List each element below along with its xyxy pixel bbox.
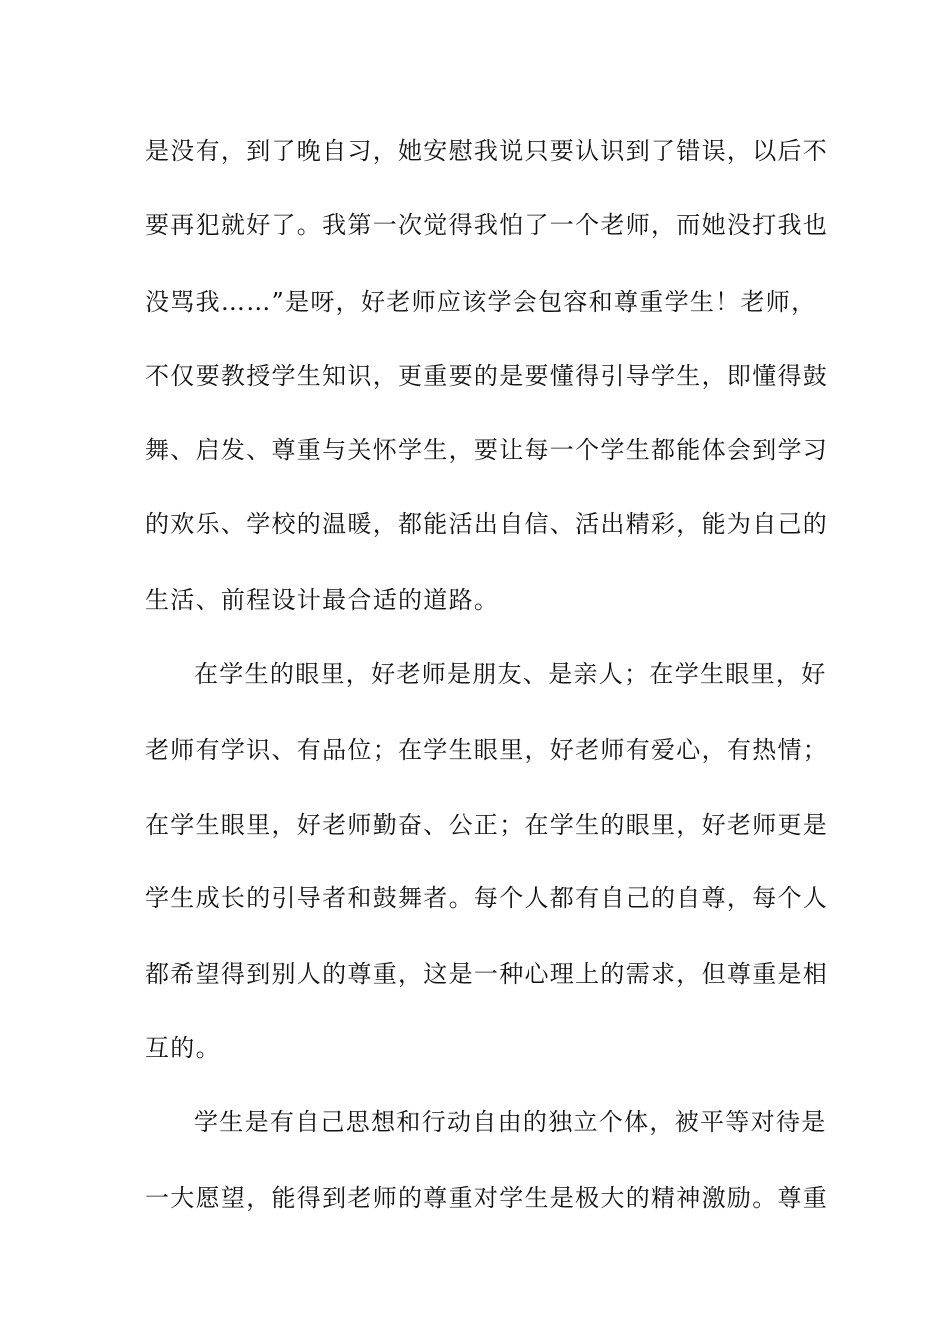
paragraph-first-line: 在学生的眼里，好老师是朋友、是亲人；在学生眼里，好: [194, 660, 827, 688]
text-line: 老师有学识、有品位；在学生眼里，好老师有爱心，有热情；: [145, 736, 829, 764]
text-line: 学生成长的引导者和鼓舞者。每个人都有自己的自尊，每个人: [145, 884, 829, 912]
text-line: 舞、启发、尊重与关怀学生，要让每一个学生都能体会到学习: [145, 436, 829, 464]
text-line: 没骂我……”是呀，好老师应该学会包容和尊重学生！老师，: [145, 288, 817, 316]
text-line: 是没有，到了晚自习，她安慰我说只要认识到了错误，以后不: [145, 137, 829, 165]
text-line: 要再犯就好了。我第一次觉得我怕了一个老师，而她没打我也: [145, 211, 829, 239]
text-line: 在学生眼里，好老师勤奋、公正；在学生的眼里，好老师更是: [145, 811, 829, 839]
text-line: 生活、前程设计最合适的道路。: [145, 586, 500, 614]
text-line: 不仅要教授学生知识，更重要的是要懂得引导学生，即懂得鼓: [145, 362, 829, 390]
text-line: 的欢乐、学校的温暖，都能活出自信、活出精彩，能为自己的: [145, 510, 829, 538]
text-line: 都希望得到别人的尊重，这是一种心理上的需求，但尊重是相: [145, 960, 829, 988]
text-line: 一大愿望，能得到老师的尊重对学生是极大的精神激励。尊重: [145, 1184, 829, 1212]
paragraph-first-line: 学生是有自己思想和行动自由的独立个体，被平等对待是: [194, 1108, 827, 1136]
text-line: 互的。: [145, 1034, 221, 1062]
